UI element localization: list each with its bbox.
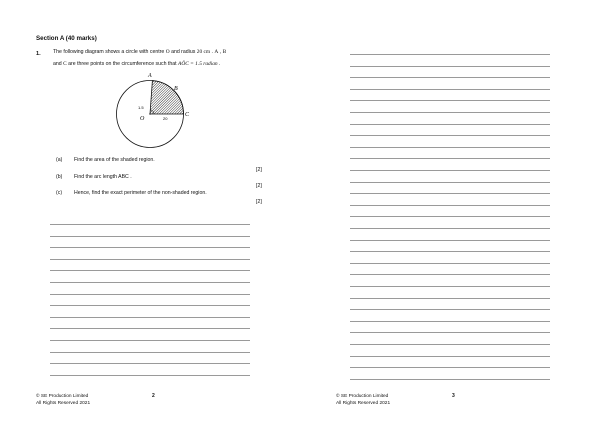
answer-line[interactable] [350, 170, 550, 171]
rights-text: All Rights Reserved 2021 [336, 401, 391, 406]
answer-line[interactable] [350, 158, 550, 159]
answer-line[interactable] [50, 282, 250, 283]
part-a-marks: [2] [256, 167, 262, 173]
answer-line[interactable] [50, 236, 250, 237]
answer-line[interactable] [50, 328, 250, 329]
question-text-part: and radius [169, 49, 197, 55]
question-text-part: are three points on the circumference such that [66, 61, 179, 67]
answer-line[interactable] [50, 375, 250, 376]
answer-line[interactable] [50, 363, 250, 364]
point-b-label: B [222, 49, 227, 55]
question-text-part: . [217, 61, 221, 67]
answer-line[interactable] [350, 147, 550, 148]
answer-line[interactable] [350, 356, 550, 357]
answer-line[interactable] [350, 367, 550, 368]
answer-line[interactable] [50, 247, 250, 248]
answer-line[interactable] [50, 259, 250, 260]
answer-line[interactable] [350, 193, 550, 194]
angle-expression: AÔC = 1.5 radian [178, 61, 218, 67]
answer-line[interactable] [50, 352, 250, 353]
answer-line[interactable] [350, 240, 550, 241]
part-b-marks: [2] [256, 183, 262, 189]
answer-line[interactable] [350, 100, 550, 101]
diagram-label-c: C [185, 112, 190, 118]
point-c-label: C [63, 61, 67, 67]
answer-line[interactable] [350, 263, 550, 264]
answer-line[interactable] [350, 321, 550, 322]
answer-line[interactable] [350, 298, 550, 299]
part-c-label: (c) [56, 190, 63, 196]
question-text-part: , [218, 49, 223, 55]
answer-line[interactable] [350, 344, 550, 345]
answer-line[interactable] [350, 216, 550, 217]
diagram-label-o: O [140, 116, 145, 122]
answer-line[interactable] [350, 251, 550, 252]
point-a-label: A [214, 49, 219, 55]
footer-left [36, 393, 90, 407]
radius-label: 20 [163, 116, 168, 121]
question-text-part: and [53, 61, 64, 67]
answer-line[interactable] [350, 274, 550, 275]
answer-line[interactable] [350, 286, 550, 287]
answer-line[interactable] [50, 305, 250, 306]
question-text-part: . [210, 49, 215, 55]
part-a-text: Find the area of the shaded region. [74, 157, 155, 163]
page-number-3: 3 [452, 393, 455, 399]
page-number-2: 2 [152, 393, 155, 399]
answer-line[interactable] [350, 89, 550, 90]
shaded-sector [150, 81, 184, 114]
footer-right [336, 393, 390, 407]
answer-line[interactable] [350, 309, 550, 310]
answer-line[interactable] [350, 332, 550, 333]
answer-line[interactable] [50, 294, 250, 295]
section-title: Section A (40 marks) [36, 35, 97, 42]
copyright-text: © SE Production Limited [336, 394, 389, 399]
answer-line[interactable] [350, 182, 550, 183]
answer-line[interactable] [350, 112, 550, 113]
question-text-part: The following diagram shows a circle with centre [53, 49, 166, 55]
answer-line[interactable] [350, 228, 550, 229]
answer-line[interactable] [350, 54, 550, 55]
diagram-label-a: A [148, 73, 152, 79]
part-c-text: Hence, find the exact perimeter of the non-shaded region. [74, 190, 207, 196]
part-c-marks: [2] [256, 199, 262, 205]
diagram-label-b: B [174, 86, 178, 92]
circle-sector-diagram [105, 66, 205, 158]
answer-line[interactable] [350, 66, 550, 67]
answer-line[interactable] [350, 135, 550, 136]
part-b-label: (b) [56, 174, 63, 180]
answer-line[interactable] [50, 224, 250, 225]
copyright-text: © SE Production Limited [36, 394, 89, 399]
centre-label: O [165, 49, 170, 55]
question-number: 1. [36, 51, 41, 57]
part-b-text: Find the arc length ABC . [74, 174, 132, 180]
question-text-line-1 [53, 50, 226, 55]
right-page [300, 0, 600, 424]
part-a-label: (a) [56, 157, 63, 163]
answer-line[interactable] [350, 379, 550, 380]
angle-label: 1.5 [138, 105, 144, 110]
answer-line[interactable] [50, 270, 250, 271]
answer-line[interactable] [350, 205, 550, 206]
rights-text: All Rights Reserved 2021 [36, 401, 91, 406]
centre-point [149, 113, 150, 114]
radius-value: 20 cm [196, 49, 211, 55]
answer-line[interactable] [350, 77, 550, 78]
answer-line[interactable] [50, 317, 250, 318]
answer-line[interactable] [350, 124, 550, 125]
answer-line[interactable] [50, 340, 250, 341]
